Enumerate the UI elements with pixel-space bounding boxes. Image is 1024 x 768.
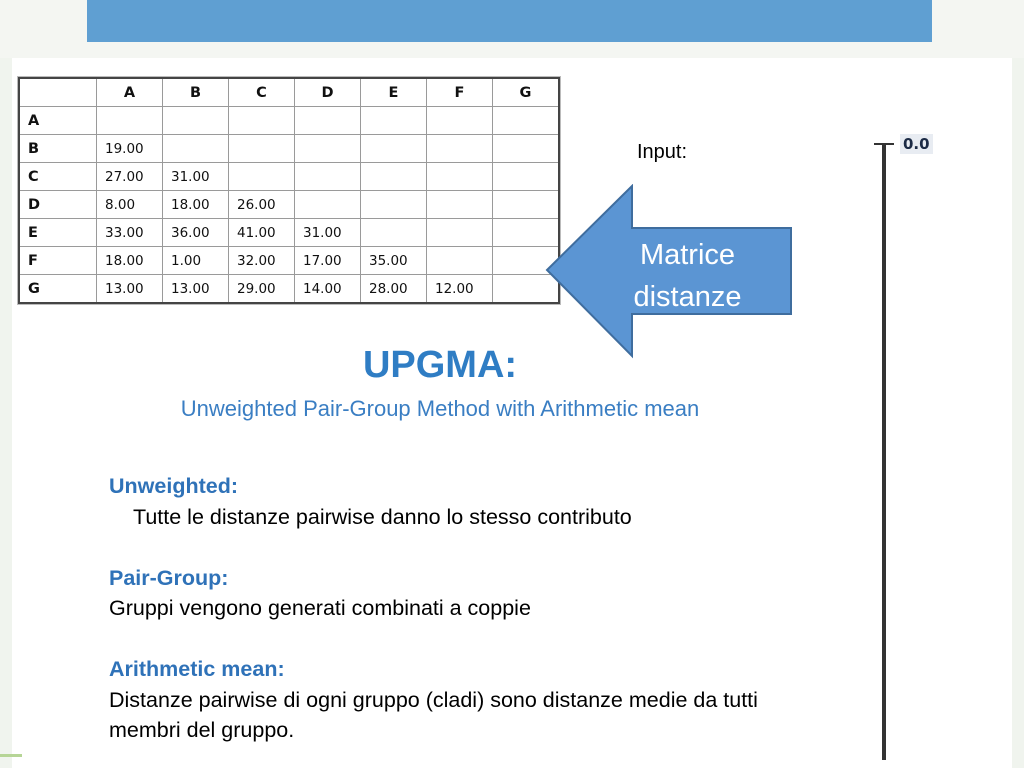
matrix-row-header: F (19, 247, 97, 275)
matrix-cell: 29.00 (229, 275, 295, 304)
matrix-row (19, 219, 559, 247)
term-pair-group: Pair-Group: (109, 565, 229, 590)
matrix-cell: 8.00 (97, 191, 163, 219)
matrix-cell: 31.00 (295, 219, 361, 247)
matrix-row (19, 247, 559, 275)
matrix-cell (427, 191, 493, 219)
matrix-cell: 31.00 (163, 163, 229, 191)
matrix-row (19, 107, 559, 135)
matrix-cell: 17.00 (295, 247, 361, 275)
matrix-cell: 35.00 (361, 247, 427, 275)
matrix-cell: 13.00 (163, 275, 229, 304)
matrix-cell (163, 135, 229, 163)
matrix-cell: 27.00 (97, 163, 163, 191)
term-arithmetic-mean: Arithmetic mean: (109, 657, 285, 681)
header-bar (87, 0, 932, 42)
text-pair-group: Gruppi vengono generati combinati a coppie (109, 596, 531, 620)
matrix-cell (427, 107, 493, 135)
matrix-cell: 18.00 (163, 191, 229, 219)
right-edge-texture (1012, 0, 1024, 768)
matrix-cell (229, 135, 295, 163)
matrix-row-header: D (19, 191, 97, 219)
matrix-cell (361, 219, 427, 247)
matrix-cell (361, 191, 427, 219)
matrix-cell: 26.00 (229, 191, 295, 219)
matrix-cell (361, 135, 427, 163)
matrix-row-header: E (19, 219, 97, 247)
matrix-cell (427, 219, 493, 247)
input-label: Input: (637, 141, 688, 163)
matrix-row (19, 275, 559, 304)
arrow-label (600, 234, 775, 318)
matrix-cell: 33.00 (97, 219, 163, 247)
matrix-row (19, 163, 559, 191)
slide-title: UPGMA: (362, 344, 518, 386)
term-unweighted: Unweighted: (109, 474, 238, 498)
matrix-cell (295, 107, 361, 135)
matrix-col-header: A (97, 78, 163, 107)
matrix-cell (427, 135, 493, 163)
matrix-row-header: A (19, 107, 97, 135)
matrix-cell (493, 135, 560, 163)
matrix-cell (493, 107, 560, 135)
matrix-cell: 13.00 (97, 275, 163, 304)
matrix-col-header: F (427, 78, 493, 107)
text-unweighted: Tutte le distanze pairwise danno lo stesso contributo (133, 504, 632, 529)
matrix-col-header: E (361, 78, 427, 107)
matrix-cell: 41.00 (229, 219, 295, 247)
matrix-cell (295, 163, 361, 191)
matrix-cell (361, 163, 427, 191)
matrix-cell: 19.00 (97, 135, 163, 163)
matrix-header-row (19, 78, 559, 107)
matrix-cell (295, 191, 361, 219)
text-arithmetic-mean: Distanze pairwise di ogni gruppo (cladi) sono distanze medie da tutti membri del gruppo. (109, 687, 758, 742)
matrix-row-header: C (19, 163, 97, 191)
corner-mark (0, 754, 22, 757)
matrix-row (19, 135, 559, 163)
matrix-col-header: G (493, 78, 560, 107)
matrix-row-header: B (19, 135, 97, 163)
matrix-cell: 12.00 (427, 275, 493, 304)
matrix-col-header: D (295, 78, 361, 107)
arrow-label-line2: distanze (633, 281, 742, 313)
matrix-cell: 1.00 (163, 247, 229, 275)
matrix-corner-cell (19, 78, 97, 107)
matrix-cell (163, 107, 229, 135)
matrix-cell: 18.00 (97, 247, 163, 275)
tree-root-label: 0.0 (900, 134, 933, 154)
slide-subtitle: Unweighted Pair-Group Method with Arithmetic mean (180, 396, 700, 421)
matrix-cell (427, 247, 493, 275)
matrix-row-header: G (19, 275, 97, 304)
matrix-cell (361, 107, 427, 135)
dendrogram-axis (872, 128, 896, 768)
matrix-row (19, 191, 559, 219)
matrix-cell (229, 163, 295, 191)
matrix-cell: 14.00 (295, 275, 361, 304)
matrix-cell (229, 107, 295, 135)
distance-matrix-table (18, 77, 560, 304)
matrix-col-header: B (163, 78, 229, 107)
matrix-cell (97, 107, 163, 135)
matrix-cell: 28.00 (361, 275, 427, 304)
matrix-cell (295, 135, 361, 163)
matrix-col-header: C (229, 78, 295, 107)
matrix-cell: 36.00 (163, 219, 229, 247)
definitions-block (109, 471, 809, 746)
arrow-label-line1: Matrice (639, 239, 736, 271)
matrix-cell (427, 163, 493, 191)
matrix-cell: 32.00 (229, 247, 295, 275)
